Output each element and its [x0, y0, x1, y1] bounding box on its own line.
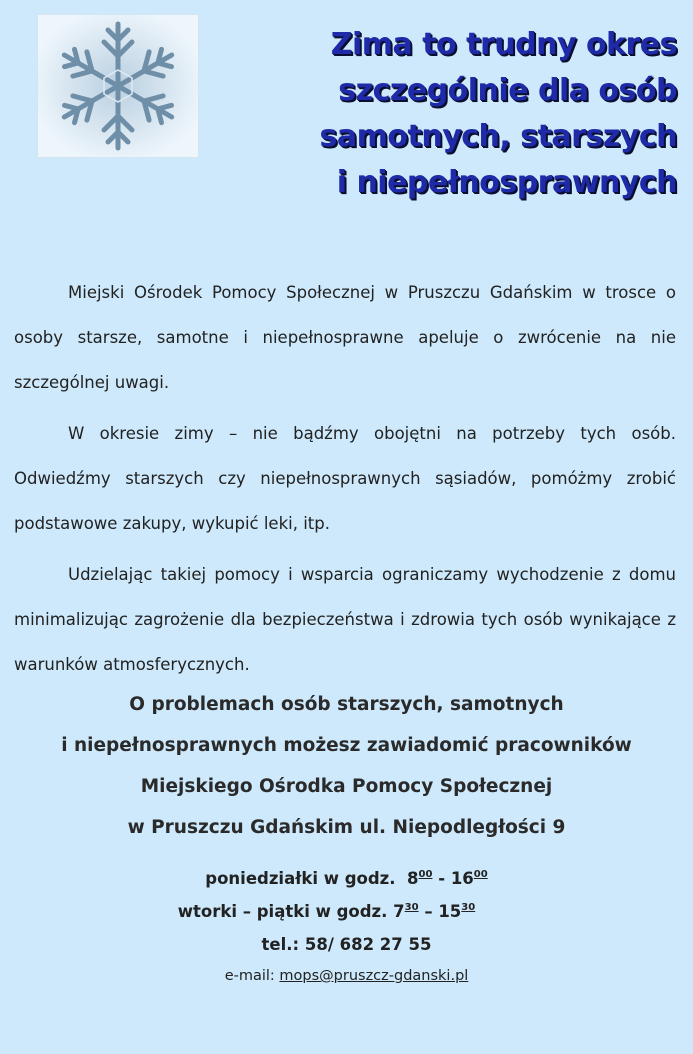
hours-monday: poniedziałki w godz. $8^{00} - 16^{00}$	[205, 869, 488, 888]
title-line: i niepełnosprawnych	[336, 165, 677, 200]
hours-tuesday-label: wtorki – piątki w godz.	[177, 902, 388, 921]
title-line: samotnych, starszych	[319, 119, 677, 154]
title-line: Zima to trudny okres	[330, 27, 677, 62]
body-text	[14, 270, 676, 693]
paragraph-help: Udzielając takiej pomocy i wsparcia ograniczamy wychodzenie z domu minimalizując zagrożenie dla bezpieczeństwa i zdrowia tych osób wynikające z warunków atmosferycznych.	[14, 565, 676, 674]
title-line: szczególnie dla osób	[338, 73, 677, 108]
contact-line: Miejskiego Ośrodka Pomocy Społecznej	[140, 776, 553, 797]
snowflake-icon	[38, 15, 198, 157]
email-link[interactable]: mops@pruszcz-gdanski.pl	[279, 968, 469, 984]
contact-line: O problemach osób starszych, samotnych	[129, 694, 564, 715]
paragraph-appeal: Miejski Ośrodek Pomocy Społecznej w Pruszczu Gdańskim w trosce o osoby starsze, samotne i niepełnosprawne apeluje o zwrócenie na nie szczególnej uwagi.	[14, 283, 676, 392]
hours-tuesday-start: $7^{30}$	[393, 902, 419, 921]
hours-monday-label: poniedziałki w godz.	[205, 869, 396, 888]
contact-line: w Pruszczu Gdańskim ul. Niepodległości 9	[127, 817, 566, 838]
phone-number: tel.: 58/ 682 27 55	[261, 935, 432, 954]
snowflake-image	[37, 14, 199, 158]
hours-monday-end: $16^{00}$	[450, 869, 488, 888]
email-line	[0, 968, 693, 984]
email-label: e-mail:	[224, 968, 275, 984]
contact-info	[0, 684, 693, 848]
office-hours	[0, 862, 693, 961]
poster-title	[237, 22, 677, 206]
hours-tuesday-friday: wtorki – piątki w godz. $7^{30} - 15^{30}$	[177, 902, 476, 921]
hours-monday-start: $8^{00}$	[407, 869, 433, 888]
contact-line: i niepełnosprawnych możesz zawiadomić pracowników	[61, 735, 632, 756]
hours-tuesday-end: $15^{30}$	[438, 902, 476, 921]
paragraph-winter: W okresie zimy – nie bądźmy obojętni na potrzeby tych osób. Odwiedźmy starszych czy niepełnosprawnych sąsiadów, pomóżmy zrobić podstawowe zakupy, wykupić leki, itp.	[14, 424, 676, 533]
